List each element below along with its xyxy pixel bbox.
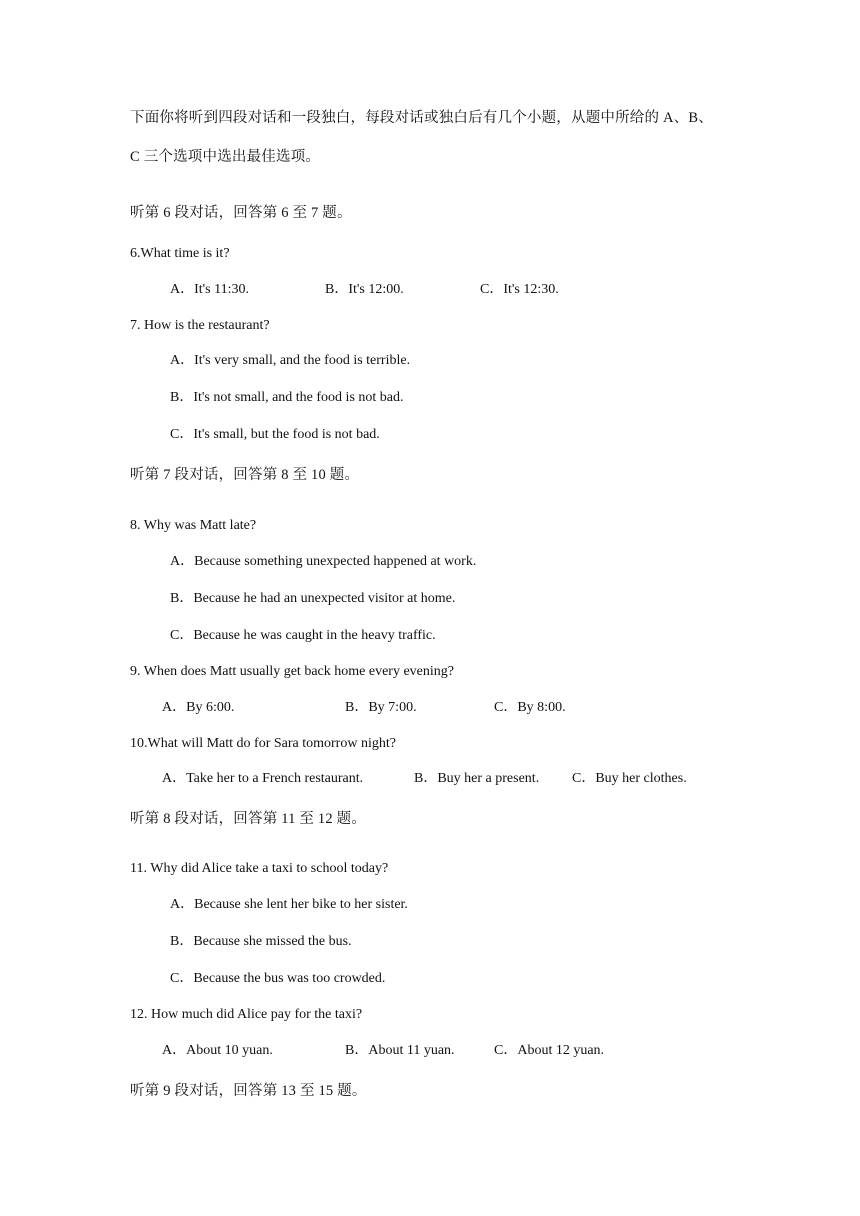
instructions-line-1: 下面你将听到四段对话和一段独白，每段对话或独白后有几个小题，从题中所给的 A、B、 — [130, 110, 713, 126]
question-10: 10.What will Matt do for Sara tomorrow night? — [130, 736, 396, 751]
question-7-option-c: C．It's small, but the food is not bad. — [170, 427, 380, 442]
section-heading: 听第 6 段对话，回答第 6 至 7 题。 — [130, 205, 352, 221]
question-11-option-b: B．Because she missed the bus. — [170, 934, 352, 949]
question-8-option-a: A．Because something unexpected happened at work. — [170, 554, 477, 569]
question-8-option-b: B．Because he had an unexpected visitor at home. — [170, 591, 456, 606]
question-9-option-b: B．By 7:00. — [345, 700, 417, 715]
question-6-option-c: C．It's 12:30. — [480, 282, 559, 297]
question-10-option-b: B．Buy her a present. — [414, 771, 540, 786]
instructions-line-2: C 三个选项中选出最佳选项。 — [130, 149, 321, 165]
question-9-option-c: C．By 8:00. — [494, 700, 566, 715]
question-10-option-a: A．Take her to a French restaurant. — [162, 771, 364, 786]
question-11-option-a: A．Because she lent her bike to her sister. — [170, 897, 408, 912]
section-heading: 听第 7 段对话，回答第 8 至 10 题。 — [130, 467, 360, 483]
question-12-option-b: B．About 11 yuan. — [345, 1043, 455, 1058]
question-6-option-b: B．It's 12:00. — [325, 282, 404, 297]
section-heading: 听第 9 段对话，回答第 13 至 15 题。 — [130, 1083, 367, 1099]
question-6: 6.What time is it? — [130, 246, 230, 261]
question-9-option-a: A．By 6:00. — [162, 700, 235, 715]
question-11-option-c: C．Because the bus was too crowded. — [170, 971, 386, 986]
question-11: 11. Why did Alice take a taxi to school today? — [130, 861, 389, 876]
section-heading: 听第 8 段对话，回答第 11 至 12 题。 — [130, 811, 367, 827]
question-7-option-a: A．It's very small, and the food is terrible. — [170, 353, 411, 368]
question-8: 8. Why was Matt late? — [130, 518, 257, 533]
question-10-option-c: C．Buy her clothes. — [572, 771, 687, 786]
question-12-option-a: A．About 10 yuan. — [162, 1043, 273, 1058]
question-6-option-a: A．It's 11:30. — [170, 282, 250, 297]
question-8-option-c: C．Because he was caught in the heavy traffic. — [170, 628, 436, 643]
question-12-option-c: C．About 12 yuan. — [494, 1043, 605, 1058]
question-7-option-b: B．It's not small, and the food is not bad. — [170, 390, 404, 405]
question-7: 7. How is the restaurant? — [130, 318, 270, 333]
question-12: 12. How much did Alice pay for the taxi? — [130, 1007, 363, 1022]
question-9: 9. When does Matt usually get back home every evening? — [130, 664, 454, 679]
